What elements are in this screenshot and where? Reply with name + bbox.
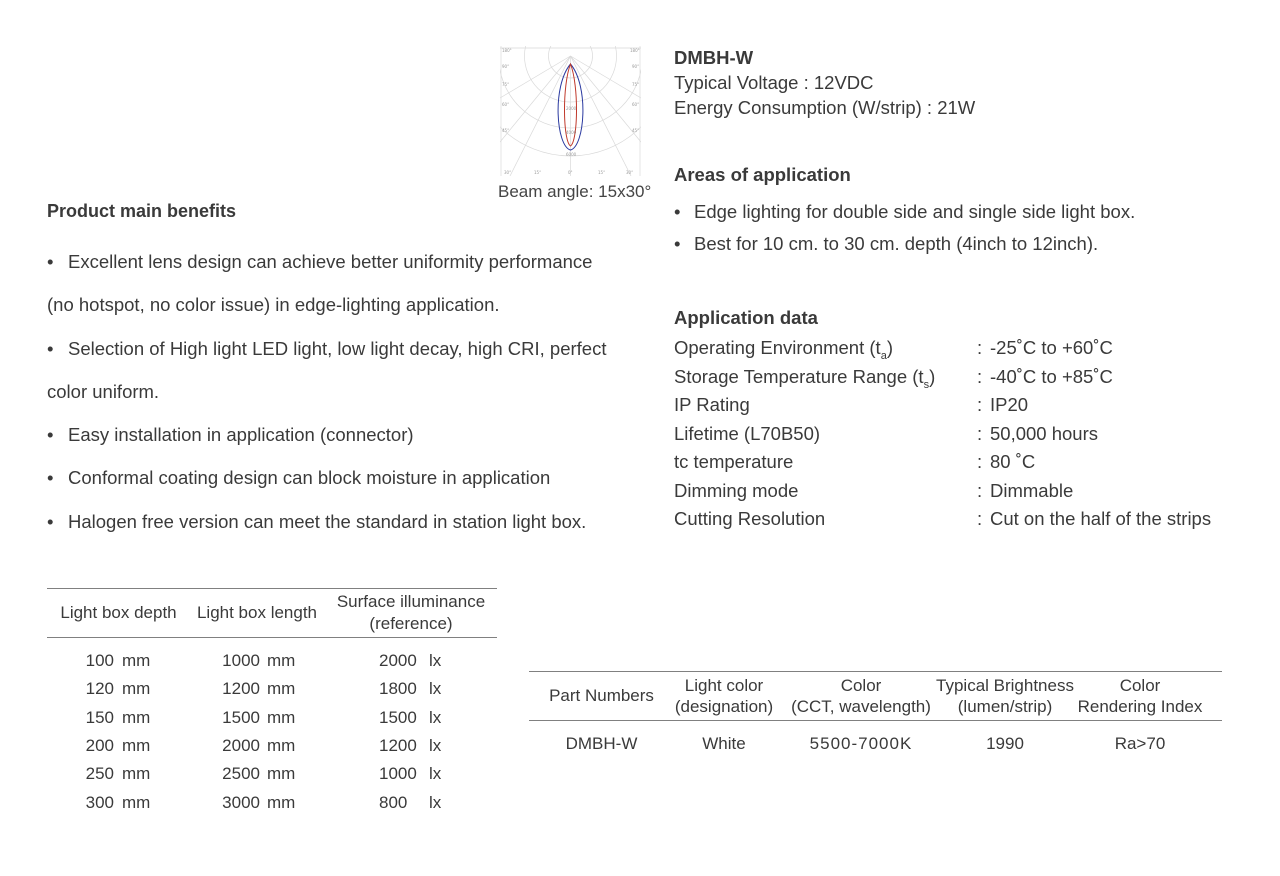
- bullet: •: [674, 233, 681, 254]
- header-part-numbers: Part Numbers: [549, 686, 654, 705]
- list-item: • Conformal coating design can block moisture in application: [47, 456, 657, 499]
- list-item: • Easy installation in application (connector): [47, 413, 657, 456]
- cell-length-unit: mm: [267, 707, 296, 727]
- benefits-title: Product main benefits: [47, 201, 237, 221]
- bullet: •: [47, 510, 54, 532]
- svg-text:2000: 2000: [566, 106, 577, 111]
- cell-illuminance: 1000: [379, 764, 417, 784]
- header-rendering-index: Rendering Index: [1077, 697, 1203, 716]
- header-color: Color: [840, 676, 882, 695]
- cell-illuminance-unit: lx: [429, 707, 442, 727]
- table-rule: [529, 671, 1222, 672]
- application-data-title: Application data: [674, 307, 818, 328]
- cell-illuminance-unit: lx: [429, 679, 442, 699]
- header-light-color: Light color: [684, 676, 764, 695]
- svg-text:90°: 90°: [502, 64, 510, 69]
- svg-text:15°: 15°: [534, 170, 542, 175]
- svg-text:180°: 180°: [630, 48, 640, 53]
- svg-text:90°: 90°: [632, 64, 640, 69]
- benefits-list: [47, 240, 657, 543]
- header-reference: (reference): [369, 614, 453, 633]
- header-cct: (CCT, wavelength): [791, 697, 931, 716]
- cell-depth: 200: [85, 735, 114, 755]
- svg-text:15°: 15°: [598, 170, 606, 175]
- list-item: • Best for 10 cm. to 30 cm. depth (4inch to 12inch).: [674, 228, 1135, 260]
- bullet: •: [47, 424, 54, 446]
- cell-depth: 150: [85, 707, 114, 727]
- cell-illuminance-unit: lx: [429, 735, 442, 755]
- list-item: • Excellent lens design can achieve better uniformity performance: [47, 240, 657, 283]
- cell-depth: 120: [85, 679, 114, 699]
- bullet: •: [47, 467, 54, 489]
- cell-length-unit: mm: [267, 764, 296, 784]
- list-item-continuation: color uniform.: [47, 380, 160, 402]
- cell-depth-unit: mm: [122, 707, 151, 727]
- svg-text:6000: 6000: [566, 152, 577, 157]
- cell-depth: 100: [85, 651, 114, 670]
- cell-cri: Ra>70: [1114, 734, 1166, 753]
- cell-illuminance: 1200: [379, 735, 417, 755]
- svg-text:60°: 60°: [502, 102, 510, 107]
- beam-angle-caption: Beam angle: 15x30°: [498, 182, 652, 201]
- cell-illuminance: 1800: [379, 679, 417, 699]
- cell-illuminance: 1500: [379, 707, 417, 727]
- cell-depth-unit: mm: [122, 764, 151, 784]
- product-name: DMBH-W: [674, 47, 754, 68]
- cell-illuminance-unit: lx: [429, 792, 442, 812]
- cell-depth: 250: [85, 764, 114, 784]
- bullet: •: [47, 337, 54, 359]
- svg-text:0°: 0°: [568, 170, 573, 175]
- cell-length: 2000: [222, 735, 260, 755]
- cell-length-unit: mm: [267, 679, 296, 699]
- cell-illuminance: 2000: [379, 651, 417, 670]
- header-lumen-strip: (lumen/strip): [957, 697, 1053, 716]
- header-surface-illuminance: Surface illuminance: [336, 592, 486, 611]
- energy-consumption: Energy Consumption (W/strip) : 21W: [674, 97, 976, 118]
- svg-text:4000: 4000: [566, 130, 577, 135]
- cell-depth-unit: mm: [122, 735, 151, 755]
- table-rule: [529, 720, 1222, 721]
- cell-cct: 5500-7000K: [809, 734, 913, 753]
- svg-text:60°: 60°: [632, 102, 640, 107]
- table-rule: [47, 637, 497, 638]
- svg-text:75°: 75°: [502, 82, 510, 87]
- header-designation: (designation): [674, 697, 774, 716]
- cell-length: 3000: [222, 792, 260, 812]
- cell-length: 2500: [222, 764, 260, 784]
- cell-length: 1200: [222, 679, 260, 699]
- svg-text:30°: 30°: [626, 170, 634, 175]
- table-rule: [47, 588, 497, 589]
- svg-text:45°: 45°: [632, 128, 640, 133]
- list-item: • Selection of High light LED light, low light decay, high CRI, perfect: [47, 327, 657, 370]
- cell-illuminance-unit: lx: [429, 764, 442, 784]
- beam-polar-diagram: [500, 46, 641, 176]
- cell-brightness: 1990: [986, 734, 1024, 753]
- header-light-box-depth: Light box depth: [60, 603, 177, 622]
- cell-length: 1500: [222, 707, 260, 727]
- typical-voltage: Typical Voltage : 12VDC: [674, 72, 874, 93]
- list-item-continuation: (no hotspot, no color issue) in edge-lighting application.: [47, 294, 500, 316]
- header-color-cri: Color: [1119, 676, 1161, 695]
- cell-length: 1000: [222, 651, 260, 670]
- bullet: •: [47, 251, 54, 272]
- cell-length-unit: mm: [267, 792, 296, 812]
- cell-illuminance: 800: [379, 792, 408, 812]
- cell-part-number: DMBH-W: [565, 734, 638, 753]
- cell-depth-unit: mm: [122, 679, 151, 699]
- cell-illuminance-unit: lx: [429, 651, 442, 670]
- header-typical-brightness: Typical Brightness: [936, 676, 1074, 695]
- svg-text:75°: 75°: [632, 82, 640, 87]
- cell-length-unit: mm: [267, 735, 296, 755]
- cell-light-color: White: [702, 734, 746, 753]
- header-light-box-length: Light box length: [196, 603, 318, 622]
- areas-title: Areas of application: [674, 164, 851, 185]
- product-info: [674, 45, 975, 120]
- cell-length-unit: mm: [267, 651, 296, 670]
- list-item: • Edge lighting for double side and single side light box.: [674, 196, 1135, 228]
- cell-depth-unit: mm: [122, 792, 151, 812]
- bullet: •: [674, 201, 681, 222]
- svg-text:180°: 180°: [502, 48, 512, 53]
- cell-depth-unit: mm: [122, 651, 151, 670]
- areas-list: [674, 196, 1135, 260]
- list-item: • Halogen free version can meet the standard in station light box.: [47, 500, 657, 543]
- svg-text:45°: 45°: [502, 128, 510, 133]
- cell-depth: 300: [85, 792, 114, 812]
- svg-text:30°: 30°: [504, 170, 512, 175]
